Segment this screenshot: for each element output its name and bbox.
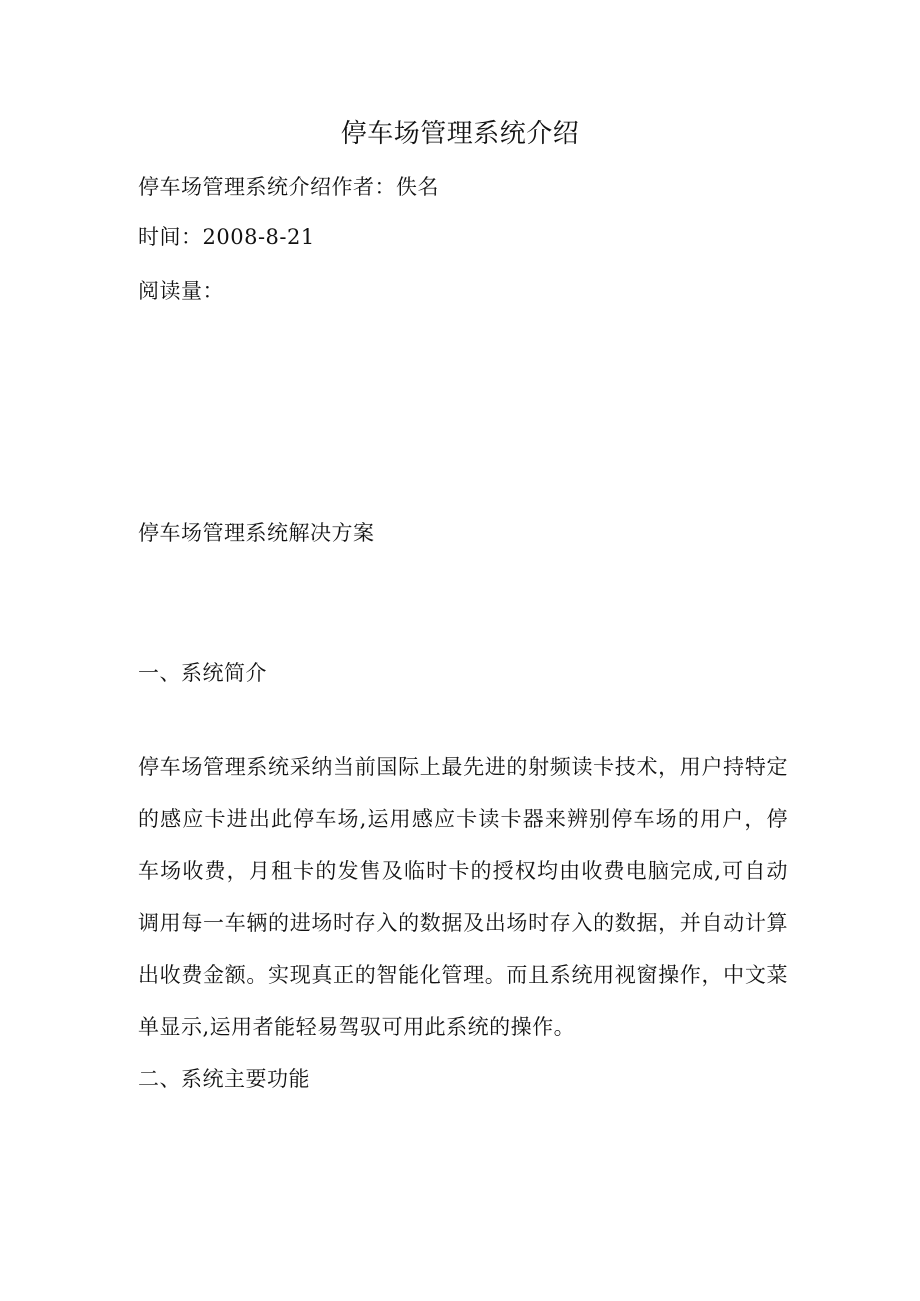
- paragraph-line: 停车场管理系统采纳当前国际上最先进的射频读卡技术，用户持特定: [138, 755, 788, 779]
- time-line: 时间：2008-8-21: [138, 225, 315, 249]
- section-1-heading: 一、系统简介: [138, 661, 267, 685]
- document-title: 停车场管理系统介绍: [340, 119, 580, 149]
- paragraph-line: 的感应卡进出此停车场,运用感应卡读卡器来辨别停车场的用户，停: [138, 807, 788, 831]
- section-2-heading: 二、系统主要功能: [138, 1067, 310, 1091]
- author-line: 停车场管理系统介绍作者：佚名: [138, 175, 439, 199]
- section-1-paragraph: [138, 752, 788, 1064]
- paragraph-line: 单显示,运用者能轻易驾驭可用此系统的操作。: [138, 1015, 576, 1039]
- paragraph-line: 出收费金额。实现真正的智能化管理。而且系统用视窗操作，中文菜: [138, 963, 788, 987]
- reads-line: 阅读量：: [138, 279, 224, 303]
- paragraph-line: 调用每一车辆的进场时存入的数据及出场时存入的数据，并自动计算: [138, 911, 788, 935]
- paragraph-line: 车场收费，月租卡的发售及临时卡的授权均由收费电脑完成,可自动: [138, 859, 788, 883]
- solution-heading: 停车场管理系统解决方案: [138, 521, 375, 545]
